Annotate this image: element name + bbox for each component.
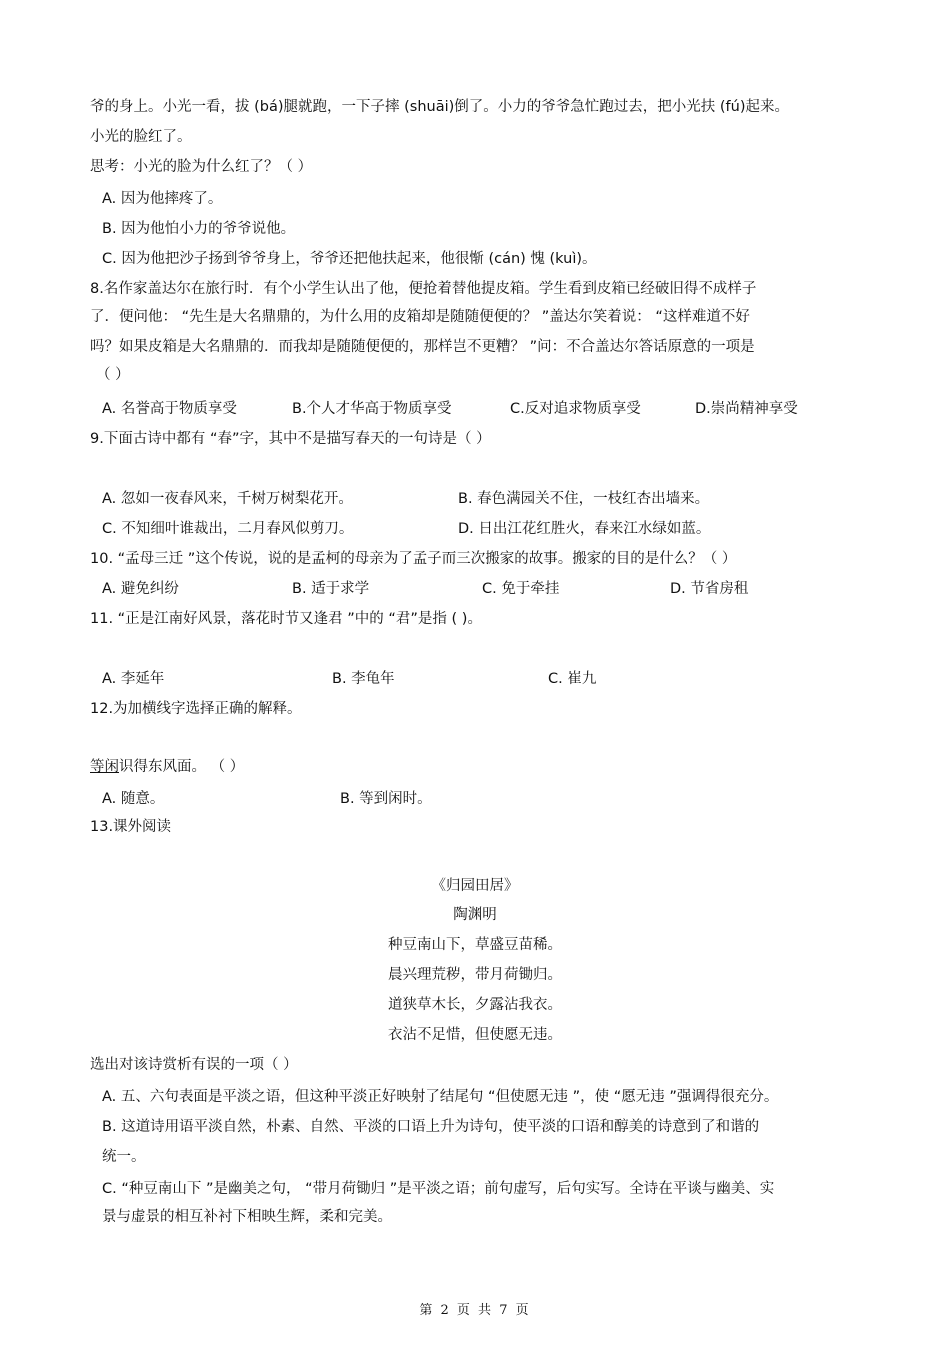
option-a: A. 随意。 [102,791,165,807]
option-c: C. 不知细叶谁裁出，二月春风似剪刀。 [102,521,354,537]
option-b: B. 这道诗用语平淡自然，朴素、自然、平淡的口语上升为诗句，使平淡的口语和醇美的诗意到了和谐的 [102,1119,760,1135]
poem-verse: 衣沾不足惜，但使愿无违。 [388,1027,562,1043]
poem-verse: 种豆南山下，草盛豆苗稀。 [388,937,562,953]
option-b: B. 等到闲时。 [340,791,432,807]
option-b-cont: 统一。 [102,1149,146,1165]
question-stem: 选出对该诗赏析有误的一项（ ） [90,1057,298,1073]
option-c: C.反对追求物质享受 [510,401,641,417]
option-a: A. 避免纠纷 [102,581,179,597]
option-a: A. 李延年 [102,671,165,687]
poem-author: 陶渊明 [453,907,497,923]
underlined-word: 等闲 [90,759,119,775]
question-stem: 12.为加横线字选择正确的解释。 [90,701,302,717]
poem-line-rest: 识得东风面。 （ ） [119,759,245,775]
paragraph-line: 爷的身上。小光一看，拔 (bá)腿就跑，一下子摔 (shuāi)倒了。小力的爷爷急忙跑过去，把小光扶 (fú)起来。 [90,99,789,115]
poem-verse: 晨兴理荒秽，带月荷锄归。 [388,967,562,983]
option-c: C. 免于牵挂 [482,581,560,597]
option-d: D. 日出江花红胜火，春来江水绿如蓝。 [458,521,711,537]
question-stem: 吗？如果皮箱是大名鼎鼎的．而我却是随随便便的，那样岂不更糟？ ”问：不合盖达尔答话原意的一项是 [90,339,755,355]
option-a: A. 五、六句表面是平淡之语，但这种平淡正好映射了结尾句 “但使愿无违 ”，使 “愿无违 ”强调得很充分。 [102,1089,779,1105]
option-b: B. 李龟年 [332,671,395,687]
question-stem: 13.课外阅读 [90,819,172,835]
question-stem: 思考：小光的脸为什么红了？（ ） [90,159,313,175]
option-d: D. 节省房租 [670,581,749,597]
question-stem: 9.下面古诗中都有 “春”字，其中不是描写春天的一句诗是（ ） [90,431,491,447]
option-c-cont: 景与虚景的相互补衬下相映生辉，柔和完美。 [102,1209,392,1225]
option-b: B. 春色满园关不住，一枝红杏出墙来。 [458,491,710,507]
option-c: C. “种豆南山下 ”是幽美之句， “带月荷锄归 ”是平淡之语；前句虚写，后句实写。全诗在平谈与幽美、实 [102,1181,775,1197]
option-b: B. 因为他怕小力的爷爷说他。 [102,221,296,237]
question-stem: 了．便问他： “先生是大名鼎鼎的，为什么用的皮箱却是随随便便的？ ”盖达尔笑着说： “这样难道不好 [90,309,750,325]
question-stem: 10. “孟母三迁 ”这个传说，说的是孟柯的母亲为了孟子而三次搬家的故事。搬家的目的是什么？（ ） [90,551,737,567]
poem-line [90,757,244,777]
paragraph-line: 小光的脸红了。 [90,129,192,145]
option-a: A. 忽如一夜春风来，千树万树梨花开。 [102,491,353,507]
poem-verse: 道狭草木长，夕露沾我衣。 [388,997,562,1013]
option-b: B. 适于求学 [292,581,370,597]
option-c: C. 崔九 [548,671,597,687]
option-b: B.个人才华高于物质享受 [292,401,452,417]
question-stem: 8.名作家盖达尔在旅行时．有个小学生认出了他，便抢着替他提皮箱。学生看到皮箱已经破旧得不成样子 [90,281,757,297]
option-c: C. 因为他把沙子扬到爷爷身上，爷爷还把他扶起来，他很惭 (cán) 愧 (kuì)。 [102,251,597,267]
answer-bracket: （ ） [96,367,130,383]
question-stem: 11. “正是江南好风景，落花时节又逢君 ”中的 “君”是指 ( )。 [90,611,482,627]
option-a: A. 名誉高于物质享受 [102,401,237,417]
page-footer: 第 2 页 共 7 页 [419,1303,531,1318]
option-a: A. 因为他摔疼了。 [102,191,223,207]
option-d: D.崇尚精神享受 [695,401,798,417]
poem-title: 《归园田居》 [431,878,519,894]
